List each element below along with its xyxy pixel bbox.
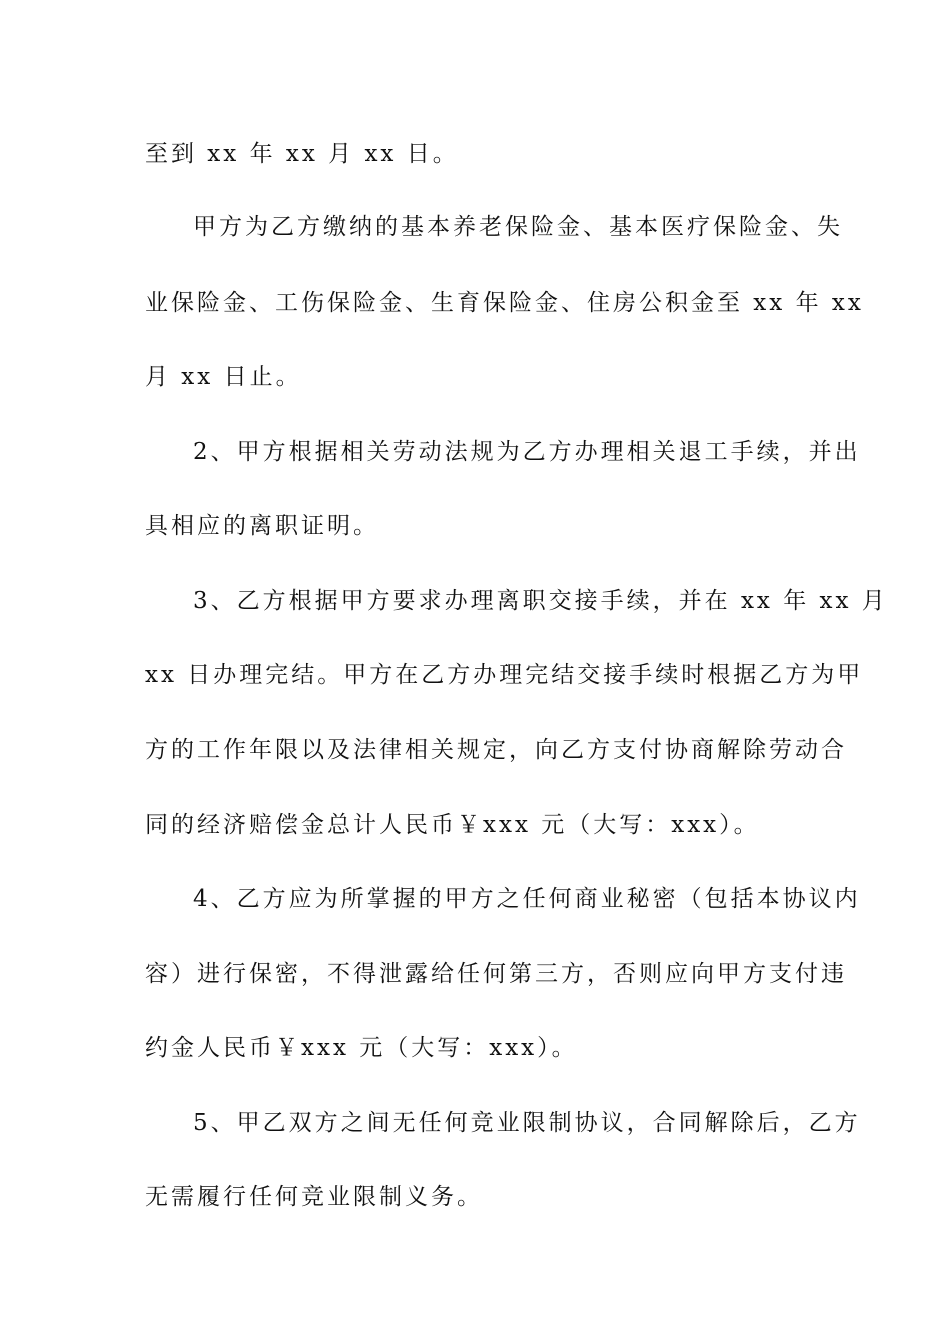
- paragraph-first-line: 5、甲乙双方之间无任何竞业限制协议，合同解除后，乙方: [193, 1110, 861, 1136]
- paragraph-first-line: 4、乙方应为所掌握的甲方之任何商业秘密（包括本协议内: [193, 886, 861, 912]
- text-line: 业保险金、工伤保险金、生育保险金、住房公积金至 xx 年 xx: [145, 290, 864, 316]
- text-line: 约金人民币￥xxx 元（大写：xxx）。: [145, 1035, 578, 1061]
- text-line: 同的经济赔偿金总计人民币￥xxx 元（大写：xxx）。: [145, 812, 760, 838]
- paragraph-first-line: 甲方为乙方缴纳的基本养老保险金、基本医疗保险金、失: [193, 214, 843, 240]
- text-line: 无需履行任何竞业限制义务。: [145, 1184, 483, 1210]
- text-line: 容）进行保密，不得泄露给任何第三方，否则应向甲方支付违: [145, 961, 847, 987]
- text-line: 至到 xx 年 xx 月 xx 日。: [145, 141, 459, 167]
- text-line: 方的工作年限以及法律相关规定，向乙方支付协商解除劳动合: [145, 737, 847, 763]
- text-line: 月 xx 日止。: [145, 364, 302, 390]
- text-line: xx 日办理完结。甲方在乙方办理完结交接手续时根据乙方为甲: [145, 662, 864, 688]
- paragraph-first-line: 2、甲方根据相关劳动法规为乙方办理相关退工手续，并出: [193, 439, 861, 465]
- paragraph-first-line: 3、乙方根据甲方要求办理离职交接手续，并在 xx 年 xx 月: [193, 588, 888, 614]
- text-line: 具相应的离职证明。: [145, 513, 379, 539]
